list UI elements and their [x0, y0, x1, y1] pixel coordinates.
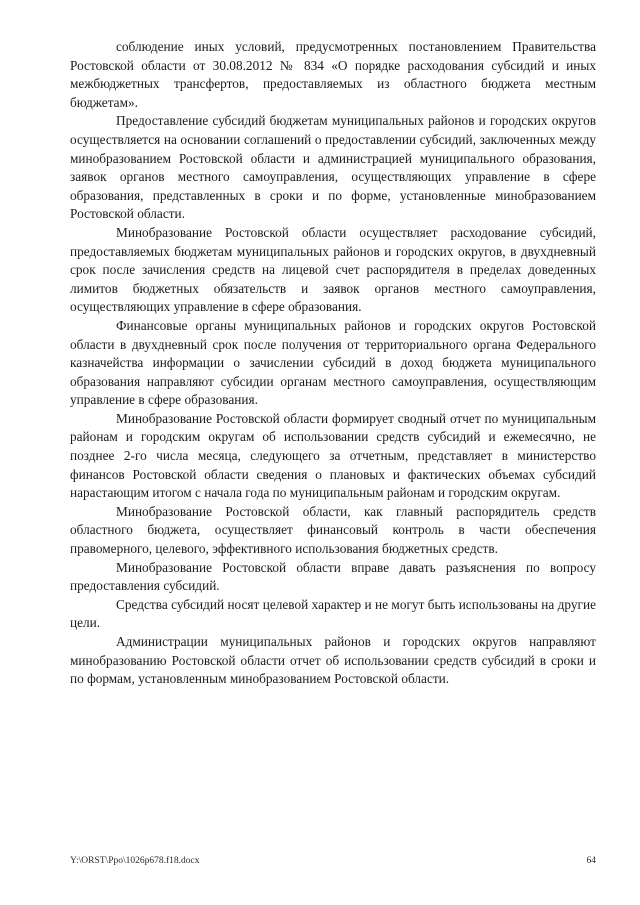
document-body — [70, 38, 596, 689]
paragraph-5: Минобразование Ростовской области формирует сводный отчет по муниципальным районам и городским округам об использовании средств субсидий и ежемесячно, не позднее 2-го числа месяца, следующего за отчетным, представляет в министерство финансов Ростовской области сведения о плановых и фактических объемах субсидий нарастающим итогом с начала года по муниципальным районам и городским округам. — [70, 410, 596, 501]
paragraph-9: Администрации муниципальных районов и городских округов направляют минобразованию Ростовской области отчет об использовании средств субсидий в сроки и по формам, установленным минобразованием Ростовской области. — [70, 634, 596, 687]
paragraph-8: Средства субсидий носят целевой характер и не могут быть использованы на другие цели. — [70, 596, 596, 631]
footer-file-path: Y:\ORST\Ppo\1026p678.f18.docx — [70, 856, 200, 866]
footer-page-number: 64 — [586, 856, 596, 866]
paragraph-7: Минобразование Ростовской области вправе давать разъяснения по вопросу предоставления субсидий. — [70, 559, 596, 594]
paragraph-4: Финансовые органы муниципальных районов и городских округов Ростовской области в двухдневный срок после получения от территориального органа Федерального казначейства информации о зачислении субсидий в доход бюджета муниципального образования направляют субсидии органам местного самоуправления, осуществляющим управление в сфере образования. — [70, 317, 596, 408]
paragraph-3: Минобразование Ростовской области осуществляет расходование субсидий, предоставляемых бюджетам муниципальных районов и городских округов, в двухдневный срок после зачисления средств на лицевой счет распорядителя в пределах доведенных лимитов бюджетных обязательств и заявок органов местного самоуправления, осуществляющих управление в сфере образования. — [70, 224, 596, 315]
paragraph-1: соблюдение иных условий, предусмотренных постановлением Правительства Ростовской области от 30.08.2012 № 834 «О порядке расходования субсидий и иных межбюджетных трансфертов, предоставляемых из областного бюджета местным бюджетам». — [70, 39, 596, 110]
paragraph-6: Минобразование Ростовской области, как главный распорядитель средств областного бюджета, осуществляет финансовый контроль в части обеспечения правомерного, целевого, эффективного использования бюджетных средств. — [70, 503, 596, 557]
paragraph-2: Предоставление субсидий бюджетам муниципальных районов и городских округов осуществляется на основании соглашений о предоставлении субсидий, заключенных между минобразованием Ростовской области и администрацией муниципального образования, заявок органов местного самоуправления, осуществляющих управление в сфере образования, представленных в сроки и по форме, установленные минобразованием Ростовской области. — [70, 113, 596, 222]
